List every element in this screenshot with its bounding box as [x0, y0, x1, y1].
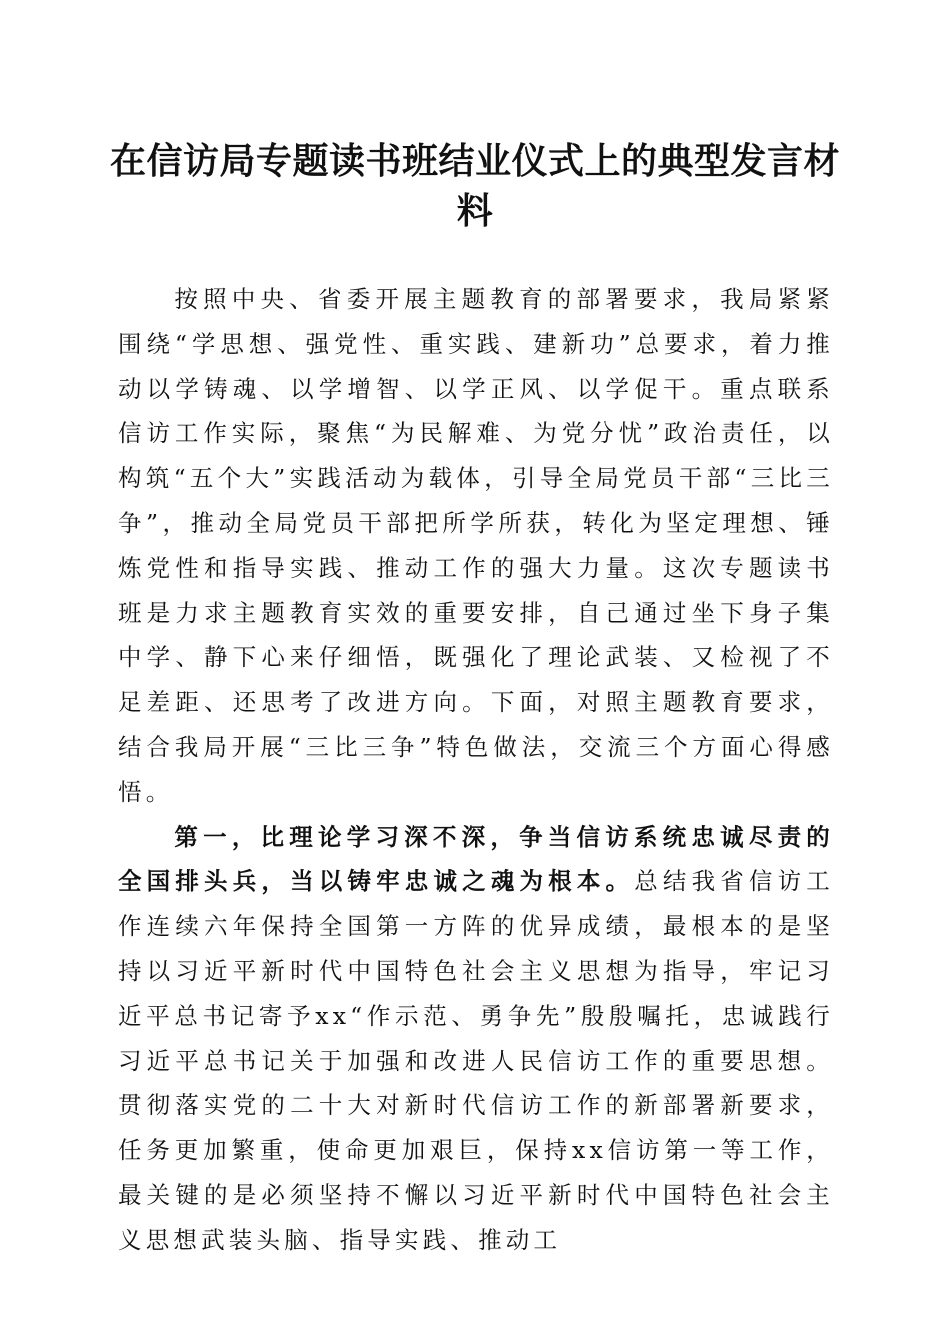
- document-title: 在信访局专题读书班结业仪式上的典型发言材料: [110, 140, 841, 232]
- paragraph-intro-text: 按照中央、省委开展主题教育的部署要求，我局紧紧围绕“学思想、强党性、重实践、建新功”总要求，着力推动以学铸魂、以学增智、以学正风、以学促干。重点联系信访工作实际，聚焦“为民解难、为党分忧”政治责任，以构筑“五个大”实践活动为载体，引导全局党员干部“三比三争”，推动全局党员干部把所学所获，转化为坚定理想、锤炼党性和指导实践、推动工作的强大力量。这次专题读书班是力求主题教育实效的重要安排，自己通过坐下身子集中学、静下心来仔细悟，既强化了理论武装、又检视了不足差距、还思考了改进方向。下面，对照主题教育要求，结合我局开展“三比三争”特色做法，交流三个方面心得感悟。: [118, 285, 834, 806]
- paragraph-intro: [118, 277, 834, 815]
- paragraph-first-point: [118, 815, 834, 1263]
- document-body: [118, 277, 834, 1263]
- paragraph-first-point-lead: 第一，比理论学习深不深，争当信访系统忠诚尽责的全国排头兵，当以铸牢忠诚之魂为根本。: [118, 822, 834, 896]
- paragraph-first-point-text: 总结我省信访工作连续六年保持全国第一方阵的优异成绩，最根本的是坚持以习近平新时代中国特色社会主义思想为指导，牢记习近平总书记寄予xx“作示范、勇争先”殷殷嘱托，忠诚践行习近平总书记关于加强和改进人民信访工作的重要思想。贯彻落实党的二十大对新时代信访工作的新部署新要求，任务更加繁重，使命更加艰巨，保持xx信访第一等工作，最关键的是必须坚持不懈以习近平新时代中国特色社会主义思想武装头脑、指导实践、推动工: [118, 867, 834, 1254]
